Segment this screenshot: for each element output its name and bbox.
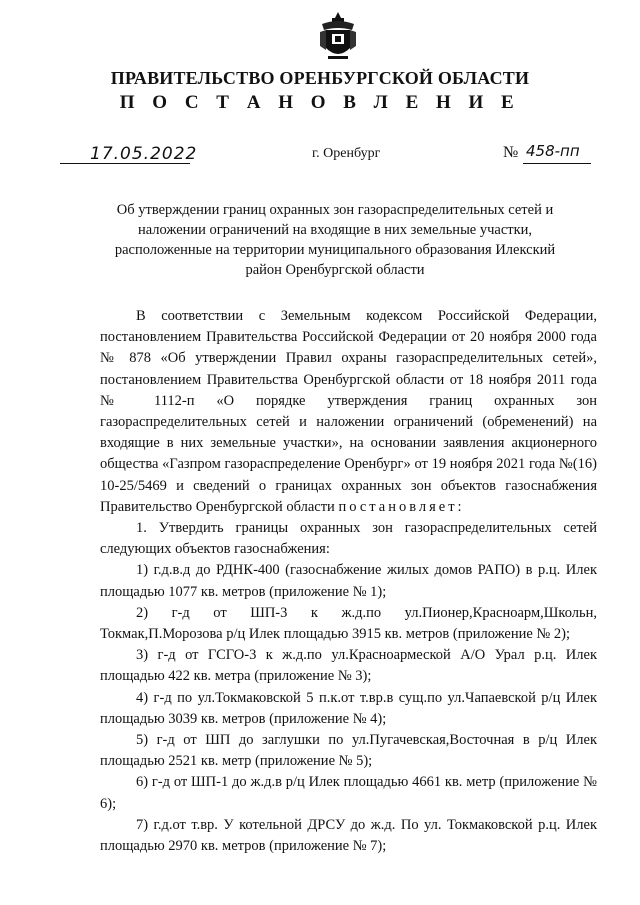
item-1: 1. Утвердить границы охранных зон газораспределительных сетей следующих объектов газоснабжения: bbox=[100, 520, 597, 558]
document-subject: Об утверждении границ охранных зон газораспределительных сетей и наложении ограничений на входящие в них земельные участки, расположенные на территории муниципального образования Илекский район Оренбургской области bbox=[114, 202, 556, 278]
subitem: 6) г-д от ШП-1 до ж.д.в р/ц Илек площадью 4661 кв. метр (приложение № 6); bbox=[100, 774, 597, 812]
document-date: 17.05.2022 bbox=[90, 144, 198, 164]
subitem: 7) г.д.от т.вр. У котельной ДРСУ до ж.д. По ул. Токмаковской р.ц. Илек площадью 2970 кв. метров (приложение № 7); bbox=[100, 816, 597, 855]
coat-of-arms-icon bbox=[318, 10, 358, 62]
subitem: 4) г-д по ул.Токмаковской 5 п.к.от т.вр.в сущ.по ул.Чапаевской р/ц Илек площадью 3039 кв. метров (приложение № 4); bbox=[100, 689, 597, 727]
subitem: 2) г-д от ШП-3 к ж.д.по ул.Пионер,Красноарм,Школьн, Токмак,П.Морозова р/ц Илек площадью 3915 кв. метров (приложение № 2); bbox=[100, 604, 597, 643]
number-label: № bbox=[503, 144, 519, 161]
subitem: 1) г.д.в.д до РДНК-400 (газоснабжение жилых домов РАПО) в р.ц. Илек площадью 1077 кв. метров (приложение № 1); bbox=[100, 562, 597, 600]
document-number: 458-пп bbox=[526, 142, 580, 160]
decree-word: постановляет: bbox=[338, 498, 465, 515]
date-underline bbox=[60, 163, 190, 164]
document-city: г. Оренбург bbox=[312, 146, 381, 161]
number-underline bbox=[523, 163, 591, 164]
preamble bbox=[100, 306, 597, 518]
document-type: П О С Т А Н О В Л Е Н И Е bbox=[119, 92, 521, 113]
document-body bbox=[100, 306, 597, 857]
organization-title: ПРАВИТЕЛЬСТВО ОРЕНБУРГСКОЙ ОБЛАСТИ bbox=[110, 68, 530, 88]
preamble-text: В соответствии с Земельным кодексом Российской Федерации, постановлением Правительства Российской Федерации от 20 ноября 2000 года № 878 «Об утверждении Правил охраны газораспределительных сетей», постановлением Правительства Оренбургской области от 18 ноября 2011 года № 1112-п «О порядке утверждения границ охранных зон газораспределительных сетей и наложении ограничений (обременений) на входящие в них земельные участки», на основании заявления акционерного общества «Газпром газораспределение Оренбург» от 19 ноября 2021 года №(16) 10-25/5469 и сведений о границах охранных зон объектов газоснабжения Правительство Оренбургской области bbox=[100, 308, 597, 515]
subitem: 5) г-д от ШП до заглушки по ул.Пугачевская,Восточная в р/ц Илек площадью 2521 кв. метр (приложение № 5); bbox=[100, 732, 597, 770]
subitem: 3) г-д от ГСГО-3 к ж.д.по ул.Красноармеской А/О Урал р.ц. Илек площадью 422 кв. метра (приложение № 3); bbox=[100, 647, 597, 685]
